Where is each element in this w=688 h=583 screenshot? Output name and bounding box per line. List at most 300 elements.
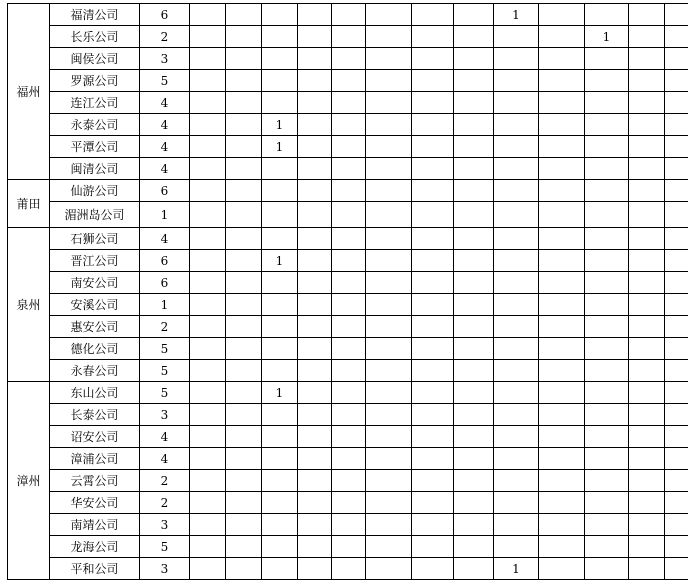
value-cell bbox=[665, 158, 688, 180]
value-cell bbox=[332, 426, 366, 448]
value-cell bbox=[494, 492, 539, 514]
value-cell bbox=[332, 4, 366, 26]
count-cell: 5 bbox=[140, 338, 190, 360]
count-cell: 6 bbox=[140, 250, 190, 272]
value-cell bbox=[494, 228, 539, 250]
value-cell bbox=[226, 272, 262, 294]
table-row bbox=[8, 70, 688, 92]
value-cell bbox=[226, 136, 262, 158]
value-cell bbox=[366, 294, 412, 316]
value-cell bbox=[262, 4, 298, 26]
value-cell bbox=[298, 158, 332, 180]
value-cell bbox=[494, 514, 539, 536]
value-cell bbox=[262, 48, 298, 70]
value-cell bbox=[454, 202, 494, 228]
count-cell: 3 bbox=[140, 404, 190, 426]
value-cell bbox=[412, 492, 454, 514]
value-cell: 1 bbox=[494, 558, 539, 580]
value-cell bbox=[585, 294, 629, 316]
table-row bbox=[8, 382, 688, 404]
value-cell bbox=[454, 92, 494, 114]
value-cell bbox=[454, 228, 494, 250]
value-cell bbox=[665, 228, 688, 250]
table-row bbox=[8, 294, 688, 316]
value-cell bbox=[629, 360, 665, 382]
value-cell bbox=[226, 338, 262, 360]
value-cell bbox=[412, 360, 454, 382]
value-cell bbox=[298, 202, 332, 228]
value-cell bbox=[629, 158, 665, 180]
value-cell bbox=[629, 338, 665, 360]
count-cell: 4 bbox=[140, 158, 190, 180]
value-cell bbox=[366, 316, 412, 338]
value-cell bbox=[366, 26, 412, 48]
count-cell: 2 bbox=[140, 492, 190, 514]
value-cell bbox=[494, 180, 539, 202]
company-name-cell: 石狮公司 bbox=[50, 228, 140, 250]
value-cell bbox=[539, 470, 585, 492]
value-cell bbox=[226, 26, 262, 48]
value-cell bbox=[585, 426, 629, 448]
value-cell bbox=[412, 448, 454, 470]
value-cell bbox=[262, 272, 298, 294]
value-cell bbox=[454, 250, 494, 272]
value-cell bbox=[298, 492, 332, 514]
value-cell bbox=[665, 360, 688, 382]
value-cell bbox=[226, 426, 262, 448]
value-cell bbox=[412, 228, 454, 250]
value-cell bbox=[262, 536, 298, 558]
value-cell bbox=[190, 426, 226, 448]
table-row bbox=[8, 136, 688, 158]
value-cell bbox=[454, 70, 494, 92]
company-name-cell: 连江公司 bbox=[50, 92, 140, 114]
value-cell bbox=[298, 360, 332, 382]
value-cell bbox=[366, 70, 412, 92]
value-cell bbox=[585, 114, 629, 136]
value-cell bbox=[298, 294, 332, 316]
count-cell: 4 bbox=[140, 92, 190, 114]
value-cell bbox=[665, 202, 688, 228]
table-row bbox=[8, 426, 688, 448]
value-cell: 1 bbox=[262, 114, 298, 136]
value-cell bbox=[412, 136, 454, 158]
count-cell: 6 bbox=[140, 180, 190, 202]
count-cell: 5 bbox=[140, 70, 190, 92]
value-cell bbox=[539, 70, 585, 92]
value-cell bbox=[629, 448, 665, 470]
value-cell bbox=[539, 426, 585, 448]
value-cell bbox=[539, 26, 585, 48]
value-cell bbox=[226, 180, 262, 202]
value-cell bbox=[629, 48, 665, 70]
value-cell bbox=[332, 294, 366, 316]
value-cell bbox=[298, 448, 332, 470]
company-name-cell: 惠安公司 bbox=[50, 316, 140, 338]
company-name-cell: 龙海公司 bbox=[50, 536, 140, 558]
table-row bbox=[8, 558, 688, 580]
table-row bbox=[8, 338, 688, 360]
count-cell: 4 bbox=[140, 426, 190, 448]
count-cell: 3 bbox=[140, 48, 190, 70]
value-cell bbox=[332, 404, 366, 426]
value-cell bbox=[332, 316, 366, 338]
value-cell: 1 bbox=[262, 382, 298, 404]
value-cell bbox=[366, 492, 412, 514]
value-cell bbox=[665, 272, 688, 294]
value-cell bbox=[454, 180, 494, 202]
value-cell bbox=[298, 26, 332, 48]
value-cell bbox=[629, 114, 665, 136]
count-cell: 1 bbox=[140, 294, 190, 316]
value-cell bbox=[190, 294, 226, 316]
value-cell bbox=[262, 228, 298, 250]
table-row bbox=[8, 536, 688, 558]
count-cell: 4 bbox=[140, 448, 190, 470]
value-cell bbox=[454, 294, 494, 316]
value-cell bbox=[366, 48, 412, 70]
value-cell bbox=[629, 404, 665, 426]
value-cell bbox=[332, 492, 366, 514]
value-cell bbox=[332, 48, 366, 70]
company-name-cell: 漳浦公司 bbox=[50, 448, 140, 470]
value-cell bbox=[585, 360, 629, 382]
value-cell bbox=[665, 250, 688, 272]
value-cell bbox=[298, 114, 332, 136]
table-row bbox=[8, 404, 688, 426]
value-cell bbox=[226, 114, 262, 136]
value-cell bbox=[494, 382, 539, 404]
value-cell bbox=[332, 158, 366, 180]
company-name-cell: 安溪公司 bbox=[50, 294, 140, 316]
value-cell bbox=[190, 360, 226, 382]
value-cell bbox=[665, 404, 688, 426]
company-stats-table bbox=[7, 3, 688, 580]
value-cell bbox=[262, 158, 298, 180]
value-cell bbox=[539, 558, 585, 580]
region-cell: 漳州 bbox=[8, 382, 50, 580]
company-name-cell: 闽清公司 bbox=[50, 158, 140, 180]
value-cell bbox=[190, 48, 226, 70]
company-name-cell: 德化公司 bbox=[50, 338, 140, 360]
company-name-cell: 永泰公司 bbox=[50, 114, 140, 136]
value-cell bbox=[665, 70, 688, 92]
value-cell bbox=[298, 470, 332, 492]
value-cell bbox=[190, 228, 226, 250]
value-cell bbox=[190, 158, 226, 180]
value-cell bbox=[262, 92, 298, 114]
value-cell bbox=[332, 70, 366, 92]
region-cell: 泉州 bbox=[8, 228, 50, 382]
value-cell bbox=[412, 294, 454, 316]
value-cell bbox=[262, 426, 298, 448]
company-name-cell: 平潭公司 bbox=[50, 136, 140, 158]
value-cell bbox=[262, 492, 298, 514]
value-cell bbox=[366, 158, 412, 180]
value-cell bbox=[539, 536, 585, 558]
value-cell bbox=[262, 470, 298, 492]
value-cell bbox=[262, 70, 298, 92]
value-cell bbox=[585, 316, 629, 338]
value-cell bbox=[494, 294, 539, 316]
value-cell bbox=[226, 360, 262, 382]
value-cell bbox=[494, 250, 539, 272]
value-cell bbox=[332, 202, 366, 228]
value-cell bbox=[298, 316, 332, 338]
value-cell bbox=[226, 470, 262, 492]
company-name-cell: 罗源公司 bbox=[50, 70, 140, 92]
value-cell bbox=[494, 26, 539, 48]
value-cell bbox=[190, 92, 226, 114]
value-cell bbox=[298, 228, 332, 250]
company-name-cell: 诏安公司 bbox=[50, 426, 140, 448]
count-cell: 5 bbox=[140, 382, 190, 404]
value-cell bbox=[226, 382, 262, 404]
table-row bbox=[8, 272, 688, 294]
value-cell bbox=[494, 448, 539, 470]
value-cell bbox=[190, 316, 226, 338]
value-cell bbox=[454, 272, 494, 294]
value-cell bbox=[190, 4, 226, 26]
value-cell bbox=[190, 404, 226, 426]
value-cell bbox=[585, 470, 629, 492]
value-cell bbox=[454, 514, 494, 536]
value-cell bbox=[494, 92, 539, 114]
value-cell bbox=[454, 558, 494, 580]
value-cell bbox=[190, 382, 226, 404]
value-cell bbox=[366, 338, 412, 360]
value-cell bbox=[262, 338, 298, 360]
company-name-cell: 长泰公司 bbox=[50, 404, 140, 426]
value-cell bbox=[190, 536, 226, 558]
value-cell bbox=[412, 536, 454, 558]
value-cell bbox=[366, 426, 412, 448]
count-cell: 6 bbox=[140, 4, 190, 26]
table-row bbox=[8, 202, 688, 228]
value-cell bbox=[454, 470, 494, 492]
value-cell bbox=[539, 228, 585, 250]
value-cell bbox=[298, 536, 332, 558]
value-cell bbox=[629, 70, 665, 92]
value-cell bbox=[539, 492, 585, 514]
table-row bbox=[8, 492, 688, 514]
value-cell bbox=[665, 382, 688, 404]
value-cell bbox=[298, 70, 332, 92]
value-cell bbox=[262, 514, 298, 536]
value-cell bbox=[298, 426, 332, 448]
value-cell bbox=[190, 492, 226, 514]
table-row bbox=[8, 48, 688, 70]
value-cell bbox=[226, 4, 262, 26]
value-cell bbox=[454, 382, 494, 404]
company-name-cell: 平和公司 bbox=[50, 558, 140, 580]
table-row bbox=[8, 448, 688, 470]
value-cell bbox=[629, 536, 665, 558]
value-cell bbox=[190, 448, 226, 470]
value-cell bbox=[539, 250, 585, 272]
value-cell bbox=[298, 404, 332, 426]
company-name-cell: 南安公司 bbox=[50, 272, 140, 294]
value-cell bbox=[298, 48, 332, 70]
value-cell bbox=[412, 158, 454, 180]
value-cell bbox=[585, 382, 629, 404]
value-cell bbox=[190, 26, 226, 48]
value-cell bbox=[190, 338, 226, 360]
value-cell bbox=[665, 26, 688, 48]
value-cell bbox=[366, 470, 412, 492]
value-cell bbox=[366, 360, 412, 382]
value-cell bbox=[262, 180, 298, 202]
value-cell bbox=[494, 136, 539, 158]
value-cell bbox=[539, 316, 585, 338]
value-cell bbox=[629, 26, 665, 48]
value-cell bbox=[585, 136, 629, 158]
value-cell bbox=[665, 136, 688, 158]
value-cell bbox=[629, 316, 665, 338]
value-cell bbox=[190, 514, 226, 536]
value-cell bbox=[332, 272, 366, 294]
table-row bbox=[8, 470, 688, 492]
value-cell bbox=[332, 26, 366, 48]
value-cell bbox=[665, 558, 688, 580]
value-cell bbox=[190, 250, 226, 272]
table-row bbox=[8, 114, 688, 136]
value-cell bbox=[665, 338, 688, 360]
value-cell bbox=[366, 202, 412, 228]
table-row bbox=[8, 26, 688, 48]
value-cell bbox=[494, 272, 539, 294]
value-cell bbox=[332, 338, 366, 360]
value-cell bbox=[629, 514, 665, 536]
value-cell bbox=[412, 316, 454, 338]
value-cell bbox=[226, 294, 262, 316]
value-cell bbox=[412, 272, 454, 294]
value-cell bbox=[629, 470, 665, 492]
value-cell bbox=[539, 272, 585, 294]
value-cell bbox=[585, 228, 629, 250]
value-cell bbox=[332, 470, 366, 492]
value-cell bbox=[298, 514, 332, 536]
value-cell bbox=[454, 426, 494, 448]
value-cell bbox=[585, 514, 629, 536]
value-cell bbox=[332, 448, 366, 470]
value-cell bbox=[494, 114, 539, 136]
value-cell bbox=[332, 250, 366, 272]
value-cell bbox=[665, 448, 688, 470]
value-cell bbox=[366, 250, 412, 272]
table-row bbox=[8, 250, 688, 272]
table-row bbox=[8, 4, 688, 26]
value-cell bbox=[226, 250, 262, 272]
count-cell: 5 bbox=[140, 360, 190, 382]
value-cell bbox=[262, 448, 298, 470]
value-cell bbox=[412, 4, 454, 26]
value-cell bbox=[366, 448, 412, 470]
value-cell bbox=[262, 202, 298, 228]
value-cell bbox=[226, 228, 262, 250]
value-cell bbox=[262, 558, 298, 580]
value-cell bbox=[629, 250, 665, 272]
value-cell bbox=[665, 536, 688, 558]
count-cell: 4 bbox=[140, 228, 190, 250]
value-cell bbox=[585, 4, 629, 26]
value-cell bbox=[226, 492, 262, 514]
company-name-cell: 湄洲岛公司 bbox=[50, 202, 140, 228]
value-cell bbox=[454, 360, 494, 382]
value-cell bbox=[665, 492, 688, 514]
value-cell bbox=[539, 136, 585, 158]
count-cell: 2 bbox=[140, 470, 190, 492]
value-cell bbox=[190, 202, 226, 228]
value-cell bbox=[332, 536, 366, 558]
value-cell bbox=[629, 558, 665, 580]
value-cell bbox=[585, 338, 629, 360]
company-name-cell: 云霄公司 bbox=[50, 470, 140, 492]
value-cell bbox=[226, 514, 262, 536]
value-cell: 1 bbox=[262, 136, 298, 158]
value-cell bbox=[190, 272, 226, 294]
value-cell bbox=[494, 202, 539, 228]
value-cell bbox=[226, 92, 262, 114]
value-cell bbox=[454, 4, 494, 26]
value-cell bbox=[454, 136, 494, 158]
value-cell bbox=[366, 514, 412, 536]
value-cell bbox=[226, 202, 262, 228]
value-cell bbox=[665, 4, 688, 26]
value-cell bbox=[298, 4, 332, 26]
company-name-cell: 永春公司 bbox=[50, 360, 140, 382]
value-cell bbox=[412, 114, 454, 136]
value-cell bbox=[539, 338, 585, 360]
count-cell: 1 bbox=[140, 202, 190, 228]
count-cell: 4 bbox=[140, 136, 190, 158]
value-cell bbox=[190, 70, 226, 92]
value-cell bbox=[494, 404, 539, 426]
count-cell: 2 bbox=[140, 316, 190, 338]
value-cell bbox=[539, 448, 585, 470]
value-cell bbox=[412, 558, 454, 580]
value-cell bbox=[262, 404, 298, 426]
value-cell bbox=[412, 70, 454, 92]
value-cell bbox=[226, 70, 262, 92]
value-cell bbox=[332, 114, 366, 136]
value-cell bbox=[454, 404, 494, 426]
value-cell bbox=[585, 448, 629, 470]
value-cell bbox=[494, 360, 539, 382]
value-cell bbox=[332, 514, 366, 536]
company-name-cell: 福清公司 bbox=[50, 4, 140, 26]
table-row bbox=[8, 228, 688, 250]
company-name-cell: 晋江公司 bbox=[50, 250, 140, 272]
value-cell bbox=[665, 514, 688, 536]
value-cell bbox=[332, 360, 366, 382]
value-cell bbox=[585, 202, 629, 228]
value-cell bbox=[629, 426, 665, 448]
value-cell bbox=[454, 316, 494, 338]
value-cell bbox=[585, 180, 629, 202]
value-cell bbox=[412, 514, 454, 536]
value-cell bbox=[412, 382, 454, 404]
value-cell bbox=[226, 558, 262, 580]
company-name-cell: 仙游公司 bbox=[50, 180, 140, 202]
value-cell bbox=[412, 250, 454, 272]
value-cell bbox=[366, 4, 412, 26]
table-row bbox=[8, 180, 688, 202]
value-cell bbox=[629, 202, 665, 228]
value-cell: 1 bbox=[585, 26, 629, 48]
value-cell bbox=[298, 382, 332, 404]
value-cell bbox=[366, 114, 412, 136]
